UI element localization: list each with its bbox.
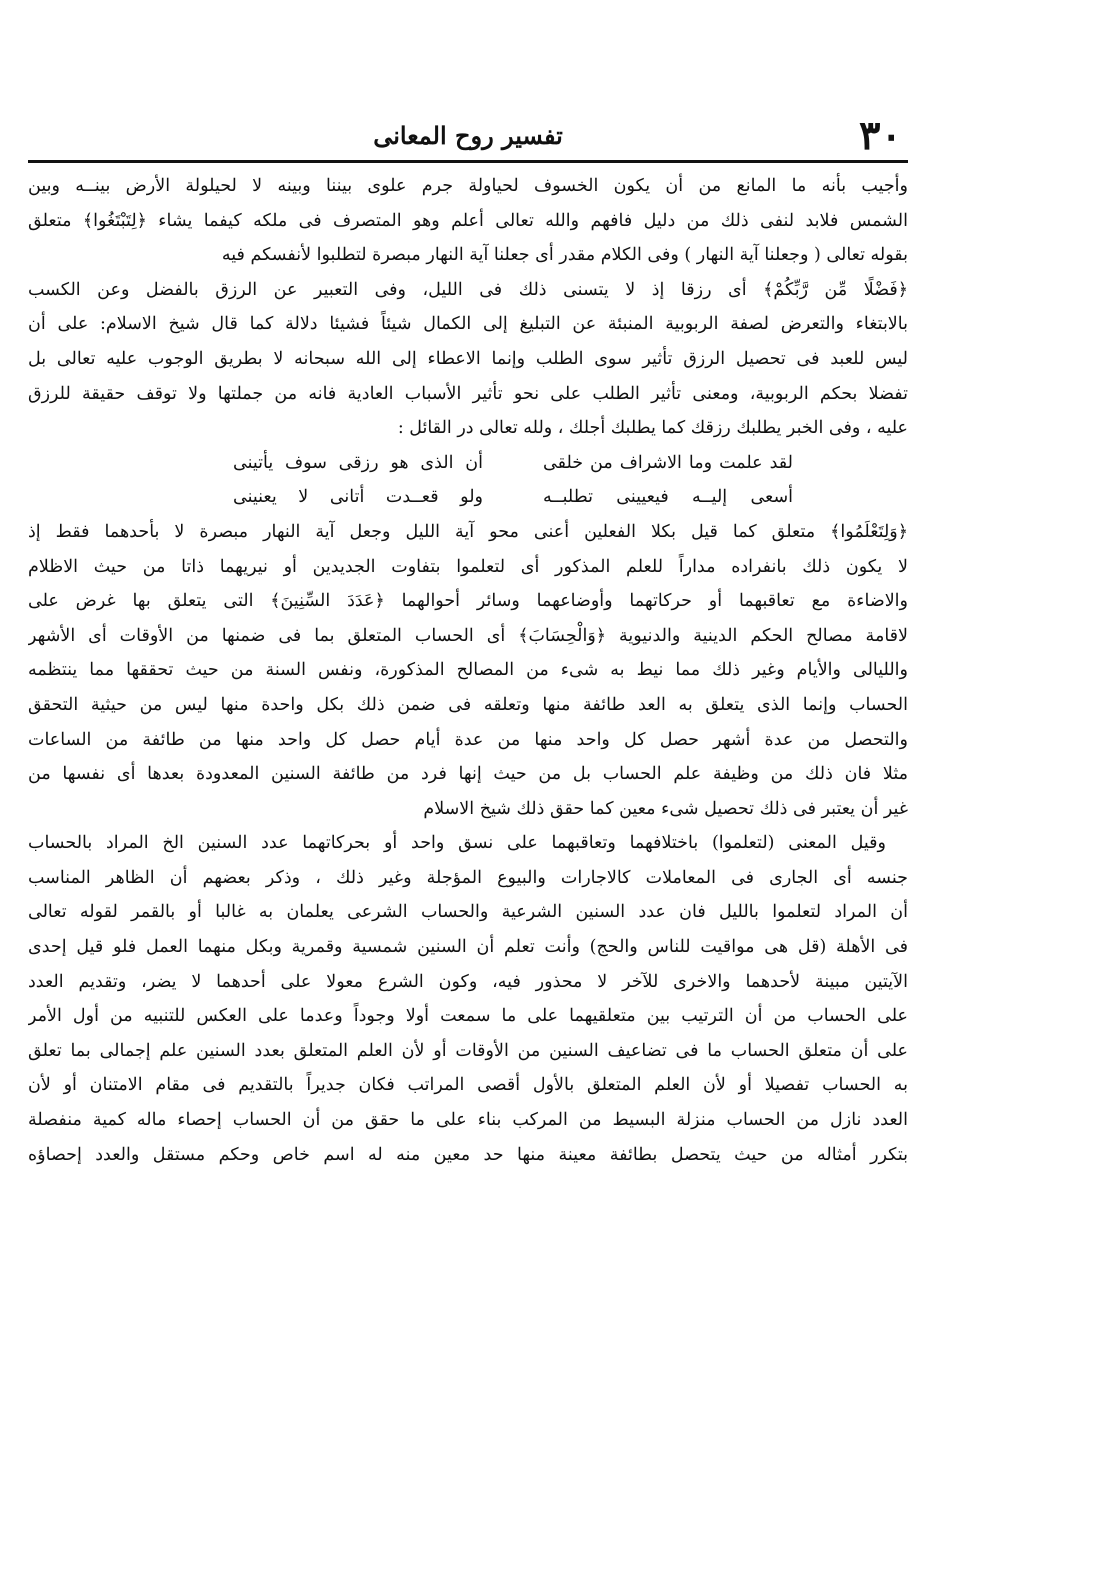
- running-title: تفسير روح المعانى: [373, 121, 563, 150]
- text-line: وأجيب بأنه ما المانع من أن يكون الخسوف لحياولة جرم علوى بيننا وبينه لا لحيلولة الأرض بينــه وبين: [28, 176, 908, 196]
- text-line: جنسه أى الجارى فى المعاملات كالاجارات والبيوع المؤجلة وغير ذلك ، وذكر بعضهم أن الظاهر المناسب: [28, 867, 908, 888]
- text-line: والاضاءة مع تعاقبهما أو حركاتهما وأوضاعهما وسائر أحوالهما ﴿عَدَدَ السِّنِينَ﴾ التى يتعلق بها غرض على: [28, 591, 908, 612]
- text-line: ﴿وَلِتَعْلَمُوا﴾ متعلق كما قيل بكلا الفعلين أعنى محو آية الليل وجعل آية النهار مبصرة لا بأحدهما فقط إذ: [28, 521, 908, 542]
- poem-hemistich-second: ولو قعــدت أتانى لا يعنينى: [233, 487, 483, 508]
- text-line: تفضلا بحكم الربوبية، ومعنى تأثير الطلب على نحو تأثير الأسباب العادية فانه من جملتها ولا توقف حقيقة للرزق: [28, 383, 908, 404]
- text-line: والليالى والأيام وغير ذلك مما نيط به شىء من المصالح المذكورة، ونفس السنة من حيث تحققها مما ينتظمه: [28, 660, 908, 681]
- text-line: بالابتغاء والتعرض لصفة الربوبية المنبئة عن التبليغ إلى الكمال شيئاً فشيئا دلالة كما قال شيخ الاسلام: على أن: [28, 314, 908, 335]
- text-line: غير أن يعتبر فى ذلك تحصيل شىء معين كما حقق ذلك شيخ الاسلام: [423, 798, 908, 819]
- text-line: وقيل المعنى (لتعلموا) باختلافهما وتعاقبهما على نسق واحد أو بحركاتهما عدد السنين الخ المراد بالحساب: [28, 833, 886, 854]
- text-line: بقوله تعالى ( وجعلنا آية النهار ) وفى الكلام مقدر أى جعلنا آية النهار مبصرة لتطلبوا لأنفسكم فيه: [221, 245, 908, 266]
- text-line: ﴿فَضْلًا مِّن رَّبِّكُمْ﴾ أى رزقا إذ لا يتسنى ذلك فى الليل، وفى التعبير عن الرزق بالفضل وعن الكسب: [28, 279, 908, 300]
- text-line: فى الأهلة (قل هى مواقيت للناس والحج) وأنت تعلم أن السنين شمسية وقمرية وبكل منهما العمل فلو قيل إحدى: [28, 937, 908, 958]
- text-line: بتكرر أمثاله من حيث يتحصل بطائفة معينة منها حد معين منه له اسم خاص وحكم مستقل والعدد إحصاؤه: [28, 1144, 908, 1165]
- page-body: [28, 169, 908, 1172]
- text-line: أن المراد لتعلموا بالليل فان عدد السنين الشرعية والحساب الشرعى يعلمان به غالبا أو بالقمر لقوله تعالى: [28, 902, 908, 923]
- text-line: عليه ، وفى الخبر يطلبك رزقك كما يطلبك أجلك ، ولله تعالى در القائل :: [397, 418, 908, 439]
- text-line: العدد نازل من الحساب منزلة البسيط من المركب بناء على ما حقق من أن الحساب إحصاء ماله كمية منفصلة: [28, 1110, 908, 1131]
- poem-verse: [28, 446, 908, 481]
- text-line: والتحصل من عدة أشهر حصل كل واحد منها من عدة أيام حصل كل واحد منها من طائفة من الساعات: [28, 729, 908, 750]
- text-line: الآيتين مبينة لأحدهما والاخرى للآخر لا محذور فيه، وكون الشرع معولا على أحدهما لا يضر، وتقديم العدد: [28, 971, 908, 992]
- text-line: لاقامة مصالح الحكم الدينية والدنيوية ﴿وَالْحِسَابَ﴾ أى الحساب المتعلق بما فى ضمنها من الأوقات أى الأشهر: [28, 625, 908, 646]
- text-line: به الحساب تفصيلا أو لأن العلم المتعلق بالأول أقصى المراتب فكان جديراً بالتقديم فى مقام الامتنان أو لأن: [28, 1075, 908, 1096]
- page-number: ٣٠: [859, 112, 902, 159]
- poem-hemistich-second: أن الذى هو رزقى سوف يأتينى: [233, 452, 483, 473]
- page: [28, 112, 908, 1518]
- text-line: مثلا فان ذلك من وظيفة علم الحساب بل من حيث إنها فرد من طائفة السنين المعدودة بعدها أى نفسها من: [28, 764, 908, 785]
- text-line: الحساب وإنما الذى يتعلق به العد طائفة منها وتعلقه فى ضمن ذلك بكل واحدة منها ليس من حيثية التحقق: [28, 694, 908, 715]
- poem-hemistich-first: أسعى إليــه فيعيينى تطلبــه: [543, 487, 793, 508]
- text-line: على الحساب من أن الترتيب بين متعلقيهما على ما سمعت أولا وجوداً وعدما على العكس للتنبيه من أول الأمر: [28, 1006, 908, 1027]
- text-line: الشمس فلابد لنفى ذلك من دليل فافهم والله تعالى أعلم وهو المتصرف فى ملكه كيفما يشاء ﴿لِتَبْتَغُوا﴾ متعلق: [28, 210, 908, 231]
- page-header: [28, 112, 908, 163]
- text-line: ليس للعبد فى تحصيل الرزق تأثير سوى الطلب وإنما الاعطاء إلى الله سبحانه لا بطريق الوجوب عليه تعالى بل: [28, 348, 908, 369]
- poem-verse: [28, 480, 908, 515]
- poem-hemistich-first: لقد علمت وما الاشراف من خلقى: [543, 452, 793, 473]
- text-line: لا يكون ذلك بانفراده مداراً للعلم المذكور أى لتعلموا بتفاوت الجديدين أو نيريهما ذاتا من حيث الاظلام: [28, 556, 908, 577]
- text-line: على أن متعلق الحساب ما فى تضاعيف السنين من الأوقات أو لأن العلم المتعلق بعدد السنين علم إجمالى بما تعلق: [28, 1040, 908, 1061]
